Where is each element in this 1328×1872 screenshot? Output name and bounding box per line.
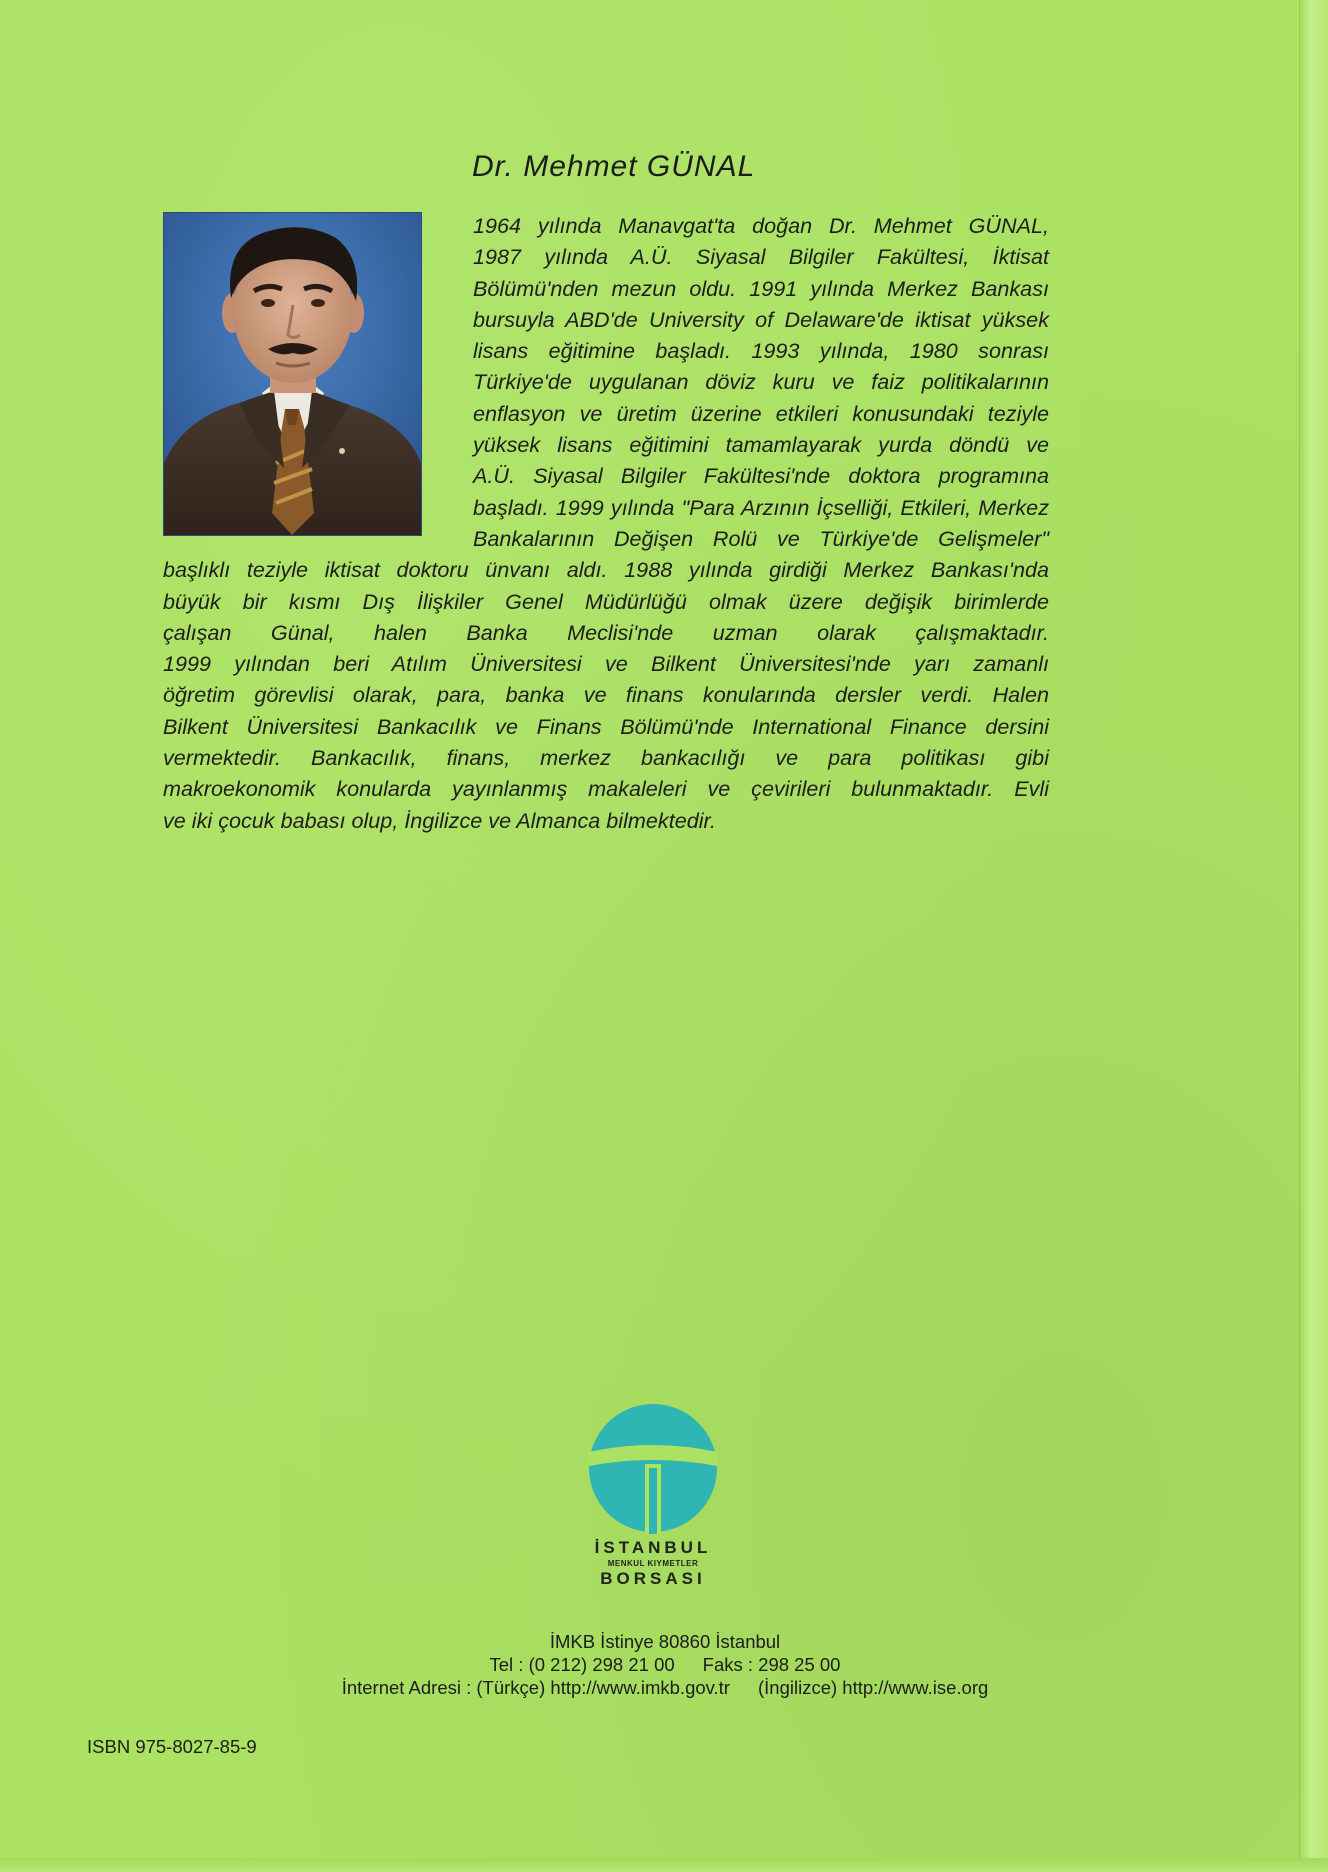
publisher-internet — [200, 1676, 1130, 1699]
bio-line: lisans eğitimine başladı. 1993 yılında, 1980 sonrası — [473, 338, 1049, 364]
bio-line: Bilkent Üniversitesi Bankacılık ve Finans Bölümü'nde International Finance dersini — [163, 713, 1049, 739]
bio-line: Bölümü'nden mezun oldu. 1991 yılında Merkez Bankası — [473, 275, 1049, 301]
bio-line: vermektedir. Bankacılık, finans, merkez bankacılığı ve para politikası gibi — [163, 745, 1049, 771]
cover-right-edge — [1299, 0, 1328, 1872]
bio-line: çalışan Günal, halen Banka Meclisi'nde uzman olarak çalışmaktadır. — [163, 619, 1049, 645]
bio-line: 1987 yılında A.Ü. Siyasal Bilgiler Fakültesi, İktisat — [473, 244, 1049, 270]
bio-line: ve iki çocuk babası olup, İngilizce ve Almanca bilmektedir. — [163, 807, 716, 833]
bio-line: yüksek lisans eğitimini tamamlayarak yurda döndü ve — [473, 432, 1049, 458]
bio-line: makroekonomik konularda yayınlanmış makaleleri ve çevirileri bulunmaktadır. Evli — [163, 776, 1049, 802]
publisher-fax: Faks : 298 25 00 — [702, 1654, 841, 1675]
bio-line: Türkiye'de uygulanan döviz kuru ve faiz politikalarının — [473, 369, 1049, 395]
logo-line-borsasi: BORSASI — [600, 1569, 706, 1588]
publisher-phone: Tel : (0 212) 298 21 00 — [489, 1654, 675, 1675]
publisher-contact — [200, 1630, 1130, 1699]
publisher-address: İMKB İstinye 80860 İstanbul — [549, 1631, 781, 1652]
publisher-logo-text — [553, 1538, 753, 1589]
bio-line: enflasyon ve üretim üzerine etkileri konusundaki teziyle — [473, 400, 1049, 426]
imkb-logo-icon — [587, 1402, 719, 1534]
bio-line: 1964 yılında Manavgat'ta doğan Dr. Mehmet GÜNAL, — [473, 213, 1049, 238]
bio-line: A.Ü. Siyasal Bilgiler Fakültesi'nde doktora programına — [473, 463, 1049, 489]
author-biography — [163, 210, 1049, 836]
bio-line: başlıklı teziyle iktisat doktoru ünvanı aldı. 1988 yılında girdiği Merkez Bankası'nda — [163, 557, 1049, 583]
author-name: Dr. Mehmet GÜNAL — [472, 150, 756, 183]
bio-line: öğretim görevlisi olarak, para, banka ve finans konularında dersler verdi. Halen — [163, 682, 1049, 708]
internet-address-tr: İnternet Adresi : (Türkçe) http://www.imkb.gov.tr — [341, 1677, 730, 1698]
logo-line-istanbul: İSTANBUL — [594, 1538, 712, 1557]
isbn-number: ISBN 975-8027-85-9 — [87, 1736, 257, 1757]
bio-line: Bankalarının Değişen Rolü ve Türkiye'de Gelişmeler" — [473, 525, 1049, 551]
bio-line: büyük bir kısmı Dış İlişkiler Genel Müdürlüğü olmak üzere değişik birimlerde — [163, 588, 1049, 614]
internet-address-en: (İngilizce) http://www.ise.org — [757, 1677, 989, 1698]
cover-bottom-edge — [0, 1858, 1328, 1872]
publisher-phone-fax — [200, 1653, 1130, 1676]
bio-line: başladı. 1999 yılında "Para Arzının İçselliği, Etkileri, Merkez — [473, 494, 1049, 520]
bio-line: bursuyla ABD'de University of Delaware'de iktisat yüksek — [473, 306, 1049, 332]
logo-line-menkul: MENKUL KIYMETLER — [607, 1559, 699, 1568]
bio-line: 1999 yılından beri Atılım Üniversitesi ve Bilkent Üniversitesi'nde yarı zamanlı — [163, 651, 1049, 677]
